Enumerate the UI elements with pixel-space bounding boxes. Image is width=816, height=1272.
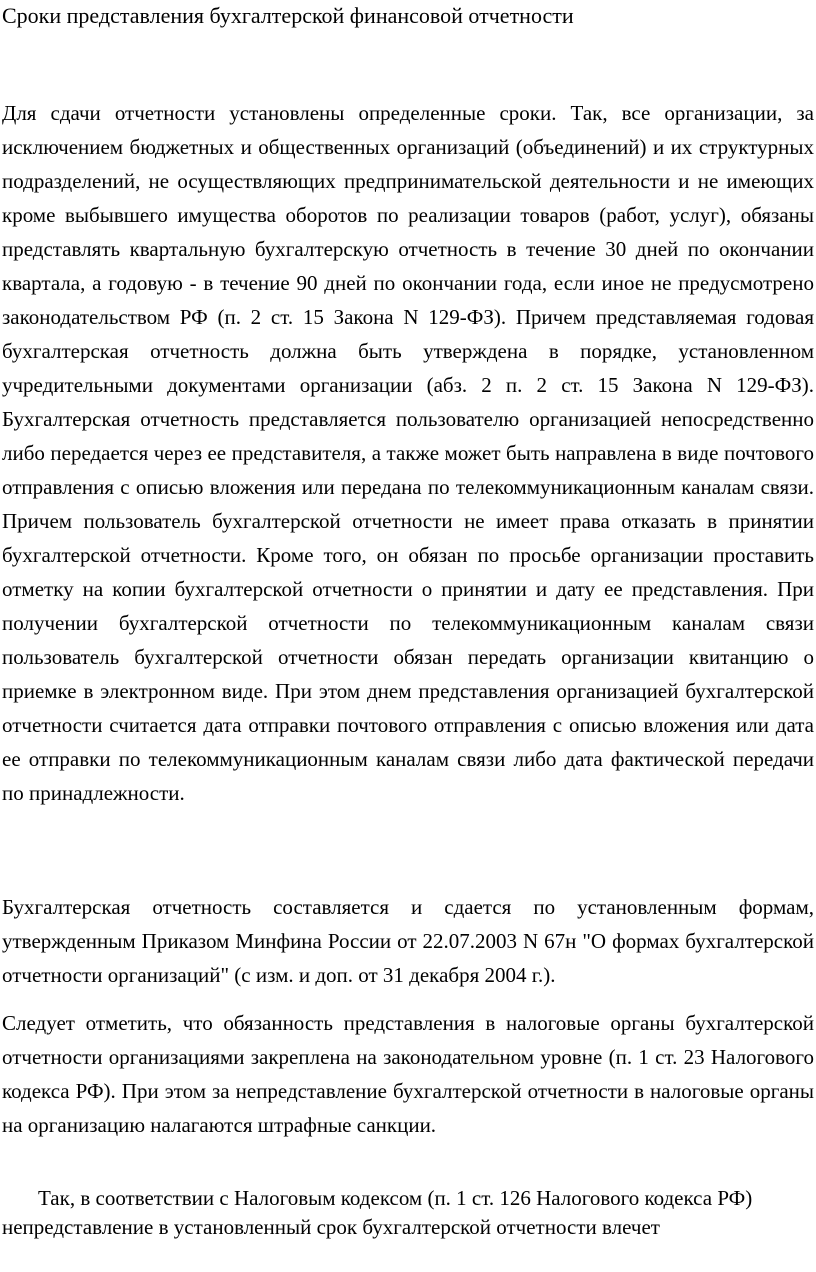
document-title: Сроки представления бухгалтерской финансовой отчетности [2, 3, 574, 28]
paragraph-forms: Бухгалтерская отчетность составляется и сдается по установленным формам, утвержденным Приказом Минфина России от 22.07.2003 N 67н "О формах бухгалтерской отчетности организаций" (с изм. и доп. от 31 декабря 2004 г.). [2, 895, 814, 987]
paragraph-tax-authorities: Следует отметить, что обязанность представления в налоговые органы бухгалтерской отчетности организациями закреплена на законодательном уровне (п. 1 ст. 23 Налогового кодекса РФ). При этом за непредставление бухгалтерской отчетности в налоговые органы на организацию налагаются штрафные санкции. [2, 1011, 814, 1137]
paragraph-penalties: Так, в соответствии с Налоговым кодексом (п. 1 ст. 126 Налогового кодекса РФ) непредставление в установленный срок бухгалтерской отчетности влечет [2, 1186, 753, 1239]
paragraph-deadlines: Для сдачи отчетности установлены определенные сроки. Так, все организации, за исключением бюджетных и общественных организаций (объединений) и их структурных подразделений, не осуществляющих предпринимательской деятельности и не имеющих кроме выбывшего имущества оборотов по реализации товаров (работ, услуг), обязаны представлять квартальную бухгалтерскую отчетность в течение 30 дней по окончании квартала, а годовую - в течение 90 дней по окончании года, если иное не предусмотрено законодательством РФ (п. 2 ст. 15 Закона N 129-ФЗ). Причем представляемая годовая бухгалтерская отчетность должна быть утверждена в порядке, установленном учредительными документами организации (абз. 2 п. 2 ст. 15 Закона N 129-ФЗ). Бухгалтерская отчетность представляется пользователю организацией непосредственно либо передается через ее представителя, а также может быть направлена в виде почтового отправления с описью вложения или передана по телекоммуникационным каналам связи. Причем пользователь бухгалтерской отчетности не имеет права отказать в принятии бухгалтерской отчетности. Кроме того, он обязан по просьбе организации проставить отметку на копии бухгалтерской отчетности о принятии и дату ее представления. При получении бухгалтерской отчетности по телекоммуникационным каналам связи пользователь бухгалтерской отчетности обязан передать организации квитанцию о приемке в электронном виде. При этом днем представления организацией бухгалтерской отчетности считается дата отправки почтового отправления с описью вложения или дата ее отправки по телекоммуникационным каналам связи либо дата фактической передачи по принадлежности. [2, 101, 814, 805]
